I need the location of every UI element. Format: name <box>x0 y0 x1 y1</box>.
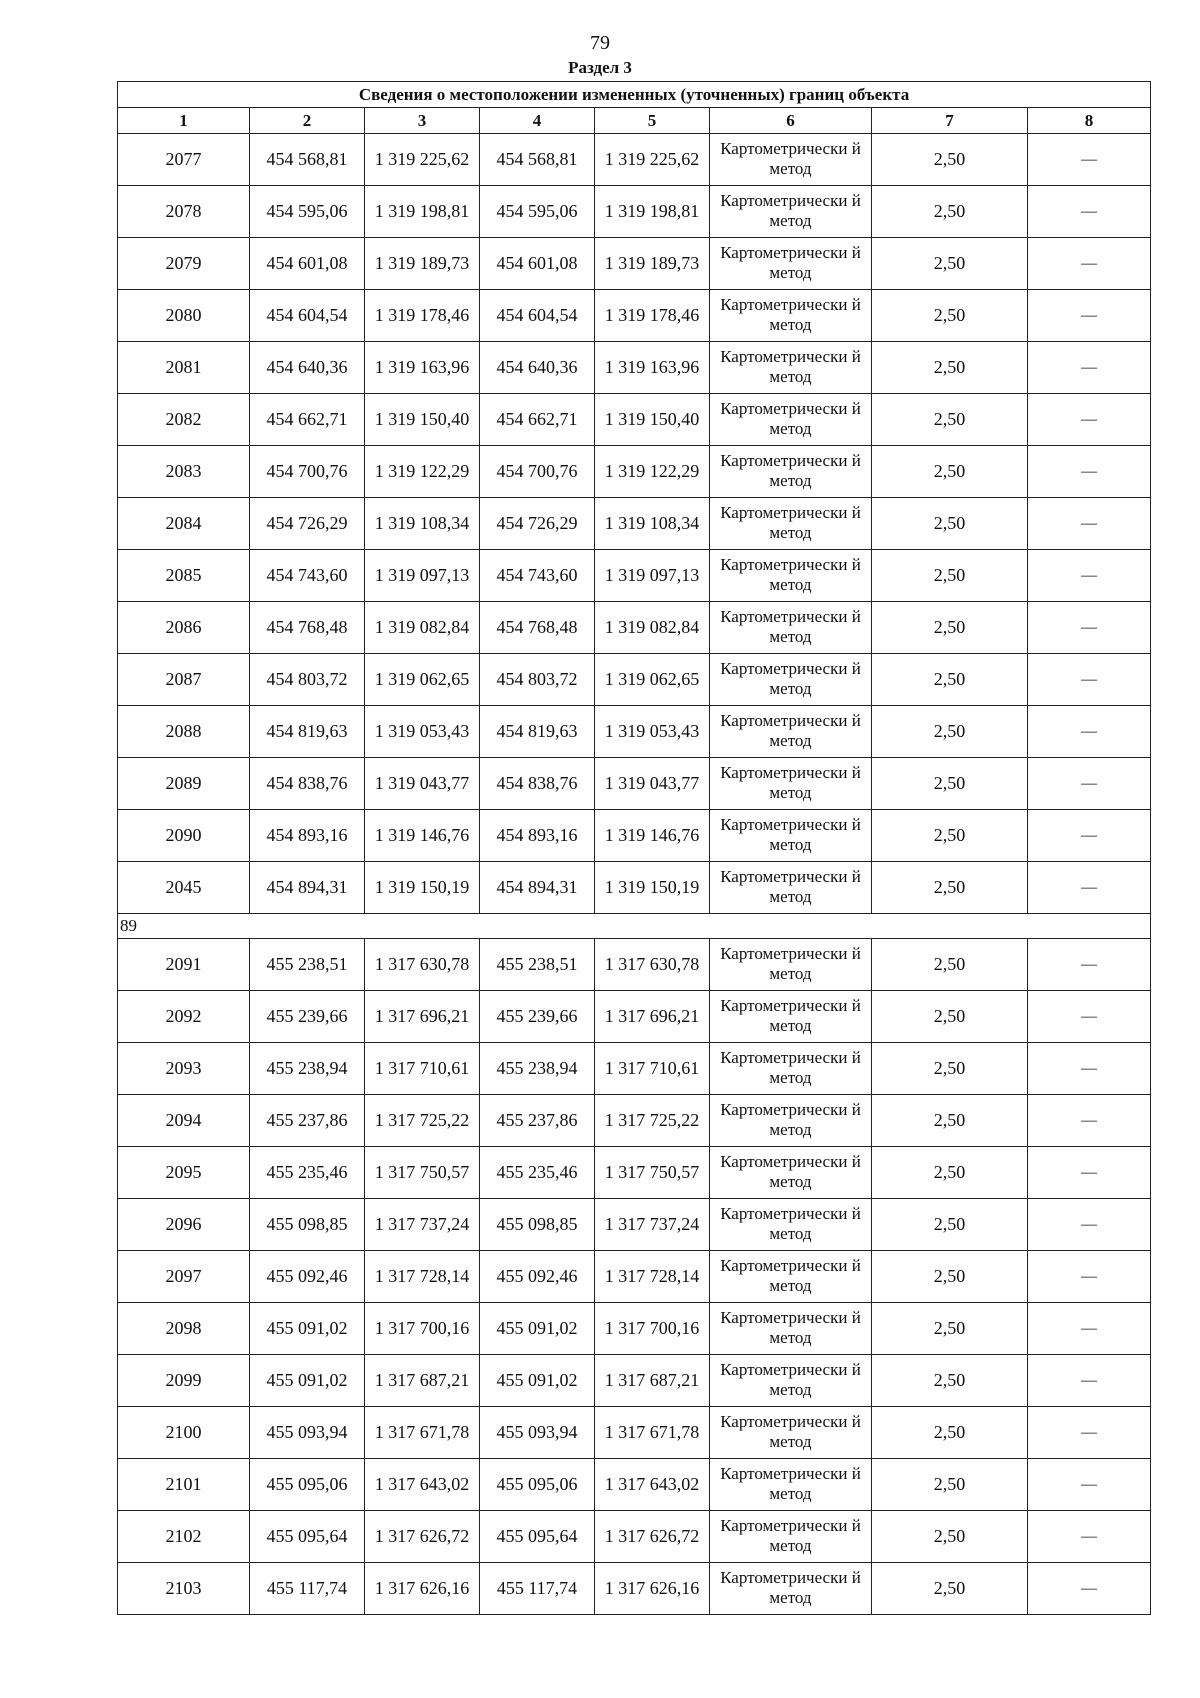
table-row <box>118 1147 1151 1199</box>
y-old-cell: 1 317 630,78 <box>365 939 480 991</box>
accuracy-cell: 2,50 <box>872 134 1028 186</box>
y-old-cell: 1 317 710,61 <box>365 1043 480 1095</box>
point-number-cell: 2088 <box>118 706 250 758</box>
point-number-cell: 2078 <box>118 186 250 238</box>
y-old-cell: 1 317 696,21 <box>365 991 480 1043</box>
x-new-cell: 455 237,86 <box>480 1095 595 1147</box>
table-row <box>118 446 1151 498</box>
description-cell: — <box>1028 186 1151 238</box>
method-cell: Картометрически й метод <box>710 134 872 186</box>
method-cell: Картометрически й метод <box>710 991 872 1043</box>
table-row <box>118 550 1151 602</box>
point-number-cell: 2103 <box>118 1563 250 1615</box>
y-new-cell: 1 317 626,72 <box>595 1511 710 1563</box>
y-new-cell: 1 317 671,78 <box>595 1407 710 1459</box>
point-number-cell: 2079 <box>118 238 250 290</box>
x-new-cell: 455 092,46 <box>480 1251 595 1303</box>
description-cell: — <box>1028 1459 1151 1511</box>
section-title: Раздел 3 <box>568 58 632 77</box>
x-old-cell: 454 894,31 <box>250 862 365 914</box>
x-old-cell: 454 700,76 <box>250 446 365 498</box>
y-old-cell: 1 319 163,96 <box>365 342 480 394</box>
table-row <box>118 498 1151 550</box>
y-old-cell: 1 317 626,72 <box>365 1511 480 1563</box>
column-number: 6 <box>710 108 872 134</box>
description-cell: — <box>1028 706 1151 758</box>
table-title-row <box>118 82 1151 108</box>
table-title: Сведения о местоположении измененных (уточненных) границ объекта <box>118 82 1151 108</box>
description-cell: — <box>1028 991 1151 1043</box>
description-cell: — <box>1028 1563 1151 1615</box>
table-row <box>118 602 1151 654</box>
x-new-cell: 455 117,74 <box>480 1563 595 1615</box>
point-number-cell: 2087 <box>118 654 250 706</box>
method-cell: Картометрически й метод <box>710 939 872 991</box>
method-cell: Картометрически й метод <box>710 810 872 862</box>
x-new-cell: 455 091,02 <box>480 1303 595 1355</box>
y-new-cell: 1 319 053,43 <box>595 706 710 758</box>
table-row <box>118 862 1151 914</box>
table-row <box>118 1251 1151 1303</box>
table-row <box>118 342 1151 394</box>
table-row <box>118 1095 1151 1147</box>
method-cell: Картометрически й метод <box>710 1199 872 1251</box>
x-new-cell: 454 768,48 <box>480 602 595 654</box>
accuracy-cell: 2,50 <box>872 602 1028 654</box>
accuracy-cell: 2,50 <box>872 186 1028 238</box>
method-cell: Картометрически й метод <box>710 342 872 394</box>
coordinates-table <box>117 81 1151 1615</box>
table-row <box>118 654 1151 706</box>
y-new-cell: 1 319 062,65 <box>595 654 710 706</box>
y-old-cell: 1 317 671,78 <box>365 1407 480 1459</box>
accuracy-cell: 2,50 <box>872 991 1028 1043</box>
y-old-cell: 1 317 700,16 <box>365 1303 480 1355</box>
point-number-cell: 2080 <box>118 290 250 342</box>
description-cell: — <box>1028 1095 1151 1147</box>
y-old-cell: 1 319 150,19 <box>365 862 480 914</box>
y-new-cell: 1 317 626,16 <box>595 1563 710 1615</box>
x-old-cell: 454 893,16 <box>250 810 365 862</box>
description-cell: — <box>1028 134 1151 186</box>
table-row <box>118 939 1151 991</box>
point-number-cell: 2077 <box>118 134 250 186</box>
y-old-cell: 1 319 097,13 <box>365 550 480 602</box>
description-cell: — <box>1028 1251 1151 1303</box>
description-cell: — <box>1028 810 1151 862</box>
accuracy-cell: 2,50 <box>872 758 1028 810</box>
y-new-cell: 1 317 710,61 <box>595 1043 710 1095</box>
description-cell: — <box>1028 758 1151 810</box>
y-new-cell: 1 319 163,96 <box>595 342 710 394</box>
y-new-cell: 1 317 737,24 <box>595 1199 710 1251</box>
accuracy-cell: 2,50 <box>872 706 1028 758</box>
column-number: 2 <box>250 108 365 134</box>
description-cell: — <box>1028 939 1151 991</box>
description-cell: — <box>1028 550 1151 602</box>
point-number-cell: 2086 <box>118 602 250 654</box>
method-cell: Картометрически й метод <box>710 706 872 758</box>
point-number-cell: 2092 <box>118 991 250 1043</box>
point-number-cell: 2100 <box>118 1407 250 1459</box>
accuracy-cell: 2,50 <box>872 654 1028 706</box>
page-number: 79 <box>590 32 610 54</box>
method-cell: Картометрически й метод <box>710 1251 872 1303</box>
table-row <box>118 134 1151 186</box>
method-cell: Картометрически й метод <box>710 1563 872 1615</box>
method-cell: Картометрически й метод <box>710 654 872 706</box>
x-new-cell: 454 893,16 <box>480 810 595 862</box>
description-cell: — <box>1028 1511 1151 1563</box>
x-new-cell: 454 743,60 <box>480 550 595 602</box>
description-cell: — <box>1028 1355 1151 1407</box>
y-new-cell: 1 317 700,16 <box>595 1303 710 1355</box>
y-new-cell: 1 319 225,62 <box>595 134 710 186</box>
accuracy-cell: 2,50 <box>872 1251 1028 1303</box>
x-old-cell: 454 768,48 <box>250 602 365 654</box>
table-row <box>118 706 1151 758</box>
accuracy-cell: 2,50 <box>872 238 1028 290</box>
x-new-cell: 455 238,51 <box>480 939 595 991</box>
x-new-cell: 454 700,76 <box>480 446 595 498</box>
y-old-cell: 1 319 198,81 <box>365 186 480 238</box>
description-cell: — <box>1028 862 1151 914</box>
y-new-cell: 1 317 728,14 <box>595 1251 710 1303</box>
y-old-cell: 1 319 150,40 <box>365 394 480 446</box>
description-cell: — <box>1028 1147 1151 1199</box>
y-new-cell: 1 319 189,73 <box>595 238 710 290</box>
y-new-cell: 1 319 097,13 <box>595 550 710 602</box>
y-new-cell: 1 319 108,34 <box>595 498 710 550</box>
x-new-cell: 455 235,46 <box>480 1147 595 1199</box>
point-number-cell: 2099 <box>118 1355 250 1407</box>
column-number: 5 <box>595 108 710 134</box>
method-cell: Картометрически й метод <box>710 238 872 290</box>
description-cell: — <box>1028 394 1151 446</box>
table-row <box>118 290 1151 342</box>
accuracy-cell: 2,50 <box>872 810 1028 862</box>
accuracy-cell: 2,50 <box>872 446 1028 498</box>
column-number: 1 <box>118 108 250 134</box>
method-cell: Картометрически й метод <box>710 446 872 498</box>
point-number-cell: 2102 <box>118 1511 250 1563</box>
description-cell: — <box>1028 602 1151 654</box>
point-number-cell: 2082 <box>118 394 250 446</box>
y-old-cell: 1 319 189,73 <box>365 238 480 290</box>
description-cell: — <box>1028 1303 1151 1355</box>
point-number-cell: 2089 <box>118 758 250 810</box>
column-number: 3 <box>365 108 480 134</box>
x-old-cell: 455 095,06 <box>250 1459 365 1511</box>
group-label: 89 <box>118 914 1151 939</box>
y-new-cell: 1 317 687,21 <box>595 1355 710 1407</box>
x-old-cell: 455 238,94 <box>250 1043 365 1095</box>
x-old-cell: 454 604,54 <box>250 290 365 342</box>
x-new-cell: 455 098,85 <box>480 1199 595 1251</box>
y-old-cell: 1 319 178,46 <box>365 290 480 342</box>
column-number: 8 <box>1028 108 1151 134</box>
table-row <box>118 1407 1151 1459</box>
accuracy-cell: 2,50 <box>872 1303 1028 1355</box>
y-old-cell: 1 319 108,34 <box>365 498 480 550</box>
y-new-cell: 1 317 630,78 <box>595 939 710 991</box>
x-new-cell: 454 894,31 <box>480 862 595 914</box>
table-row <box>118 238 1151 290</box>
x-old-cell: 455 091,02 <box>250 1355 365 1407</box>
y-new-cell: 1 319 178,46 <box>595 290 710 342</box>
method-cell: Картометрически й метод <box>710 1355 872 1407</box>
method-cell: Картометрически й метод <box>710 394 872 446</box>
x-new-cell: 455 238,94 <box>480 1043 595 1095</box>
x-new-cell: 454 803,72 <box>480 654 595 706</box>
x-new-cell: 455 091,02 <box>480 1355 595 1407</box>
column-number: 4 <box>480 108 595 134</box>
description-cell: — <box>1028 238 1151 290</box>
accuracy-cell: 2,50 <box>872 1043 1028 1095</box>
method-cell: Картометрически й метод <box>710 1511 872 1563</box>
x-old-cell: 455 117,74 <box>250 1563 365 1615</box>
description-cell: — <box>1028 654 1151 706</box>
y-old-cell: 1 317 728,14 <box>365 1251 480 1303</box>
y-new-cell: 1 317 750,57 <box>595 1147 710 1199</box>
x-old-cell: 454 803,72 <box>250 654 365 706</box>
method-cell: Картометрически й метод <box>710 186 872 238</box>
table-row <box>118 186 1151 238</box>
method-cell: Картометрически й метод <box>710 602 872 654</box>
y-old-cell: 1 319 225,62 <box>365 134 480 186</box>
y-new-cell: 1 317 725,22 <box>595 1095 710 1147</box>
accuracy-cell: 2,50 <box>872 498 1028 550</box>
y-old-cell: 1 317 725,22 <box>365 1095 480 1147</box>
y-old-cell: 1 317 643,02 <box>365 1459 480 1511</box>
point-number-cell: 2094 <box>118 1095 250 1147</box>
x-new-cell: 454 838,76 <box>480 758 595 810</box>
x-old-cell: 454 819,63 <box>250 706 365 758</box>
x-new-cell: 455 095,64 <box>480 1511 595 1563</box>
point-number-cell: 2083 <box>118 446 250 498</box>
y-new-cell: 1 317 643,02 <box>595 1459 710 1511</box>
point-number-cell: 2090 <box>118 810 250 862</box>
accuracy-cell: 2,50 <box>872 290 1028 342</box>
accuracy-cell: 2,50 <box>872 394 1028 446</box>
description-cell: — <box>1028 290 1151 342</box>
x-new-cell: 454 640,36 <box>480 342 595 394</box>
x-old-cell: 455 092,46 <box>250 1251 365 1303</box>
x-new-cell: 455 239,66 <box>480 991 595 1043</box>
description-cell: — <box>1028 1043 1151 1095</box>
point-number-cell: 2093 <box>118 1043 250 1095</box>
x-old-cell: 455 239,66 <box>250 991 365 1043</box>
table-row <box>118 758 1151 810</box>
y-old-cell: 1 319 146,76 <box>365 810 480 862</box>
method-cell: Картометрически й метод <box>710 1407 872 1459</box>
y-old-cell: 1 317 687,21 <box>365 1355 480 1407</box>
y-old-cell: 1 319 082,84 <box>365 602 480 654</box>
table-row <box>118 1043 1151 1095</box>
method-cell: Картометрически й метод <box>710 862 872 914</box>
method-cell: Картометрически й метод <box>710 1303 872 1355</box>
method-cell: Картометрически й метод <box>710 1459 872 1511</box>
y-new-cell: 1 319 150,19 <box>595 862 710 914</box>
column-number: 7 <box>872 108 1028 134</box>
x-new-cell: 454 601,08 <box>480 238 595 290</box>
y-old-cell: 1 319 122,29 <box>365 446 480 498</box>
description-cell: — <box>1028 342 1151 394</box>
x-old-cell: 454 595,06 <box>250 186 365 238</box>
x-old-cell: 455 098,85 <box>250 1199 365 1251</box>
point-number-cell: 2081 <box>118 342 250 394</box>
table-row <box>118 1199 1151 1251</box>
y-old-cell: 1 319 062,65 <box>365 654 480 706</box>
x-old-cell: 454 601,08 <box>250 238 365 290</box>
table-row <box>118 1511 1151 1563</box>
x-old-cell: 454 726,29 <box>250 498 365 550</box>
y-new-cell: 1 319 122,29 <box>595 446 710 498</box>
accuracy-cell: 2,50 <box>872 1199 1028 1251</box>
table-row <box>118 394 1151 446</box>
x-old-cell: 455 235,46 <box>250 1147 365 1199</box>
y-old-cell: 1 317 750,57 <box>365 1147 480 1199</box>
y-old-cell: 1 317 626,16 <box>365 1563 480 1615</box>
point-number-cell: 2045 <box>118 862 250 914</box>
x-old-cell: 455 237,86 <box>250 1095 365 1147</box>
method-cell: Картометрически й метод <box>710 1043 872 1095</box>
point-number-cell: 2101 <box>118 1459 250 1511</box>
y-old-cell: 1 317 737,24 <box>365 1199 480 1251</box>
y-new-cell: 1 319 150,40 <box>595 394 710 446</box>
method-cell: Картометрически й метод <box>710 758 872 810</box>
accuracy-cell: 2,50 <box>872 342 1028 394</box>
x-old-cell: 455 095,64 <box>250 1511 365 1563</box>
x-new-cell: 455 095,06 <box>480 1459 595 1511</box>
point-number-cell: 2091 <box>118 939 250 991</box>
accuracy-cell: 2,50 <box>872 550 1028 602</box>
x-new-cell: 454 604,54 <box>480 290 595 342</box>
point-number-cell: 2097 <box>118 1251 250 1303</box>
x-old-cell: 454 838,76 <box>250 758 365 810</box>
method-cell: Картометрически й метод <box>710 1147 872 1199</box>
method-cell: Картометрически й метод <box>710 290 872 342</box>
x-old-cell: 454 662,71 <box>250 394 365 446</box>
x-old-cell: 454 568,81 <box>250 134 365 186</box>
x-new-cell: 454 819,63 <box>480 706 595 758</box>
table-row <box>118 1563 1151 1615</box>
accuracy-cell: 2,50 <box>872 1459 1028 1511</box>
point-number-cell: 2098 <box>118 1303 250 1355</box>
table-row <box>118 1459 1151 1511</box>
x-old-cell: 455 091,02 <box>250 1303 365 1355</box>
y-new-cell: 1 319 198,81 <box>595 186 710 238</box>
x-old-cell: 454 743,60 <box>250 550 365 602</box>
table-row <box>118 1303 1151 1355</box>
point-number-cell: 2096 <box>118 1199 250 1251</box>
y-new-cell: 1 319 043,77 <box>595 758 710 810</box>
x-new-cell: 454 595,06 <box>480 186 595 238</box>
point-number-cell: 2085 <box>118 550 250 602</box>
accuracy-cell: 2,50 <box>872 862 1028 914</box>
description-cell: — <box>1028 446 1151 498</box>
x-new-cell: 454 726,29 <box>480 498 595 550</box>
x-new-cell: 454 568,81 <box>480 134 595 186</box>
point-number-cell: 2084 <box>118 498 250 550</box>
accuracy-cell: 2,50 <box>872 1095 1028 1147</box>
x-old-cell: 454 640,36 <box>250 342 365 394</box>
y-new-cell: 1 319 082,84 <box>595 602 710 654</box>
point-number-cell: 2095 <box>118 1147 250 1199</box>
description-cell: — <box>1028 498 1151 550</box>
x-new-cell: 454 662,71 <box>480 394 595 446</box>
method-cell: Картометрически й метод <box>710 550 872 602</box>
accuracy-cell: 2,50 <box>872 1355 1028 1407</box>
table-body <box>118 134 1151 1615</box>
x-old-cell: 455 093,94 <box>250 1407 365 1459</box>
accuracy-cell: 2,50 <box>872 1147 1028 1199</box>
accuracy-cell: 2,50 <box>872 1563 1028 1615</box>
group-row <box>118 914 1151 939</box>
accuracy-cell: 2,50 <box>872 1407 1028 1459</box>
method-cell: Картометрически й метод <box>710 498 872 550</box>
table-row <box>118 1355 1151 1407</box>
accuracy-cell: 2,50 <box>872 1511 1028 1563</box>
table-row <box>118 991 1151 1043</box>
description-cell: — <box>1028 1199 1151 1251</box>
accuracy-cell: 2,50 <box>872 939 1028 991</box>
column-number-row <box>118 108 1151 134</box>
table-row <box>118 810 1151 862</box>
y-old-cell: 1 319 043,77 <box>365 758 480 810</box>
x-new-cell: 455 093,94 <box>480 1407 595 1459</box>
y-old-cell: 1 319 053,43 <box>365 706 480 758</box>
y-new-cell: 1 319 146,76 <box>595 810 710 862</box>
description-cell: — <box>1028 1407 1151 1459</box>
x-old-cell: 455 238,51 <box>250 939 365 991</box>
method-cell: Картометрически й метод <box>710 1095 872 1147</box>
y-new-cell: 1 317 696,21 <box>595 991 710 1043</box>
